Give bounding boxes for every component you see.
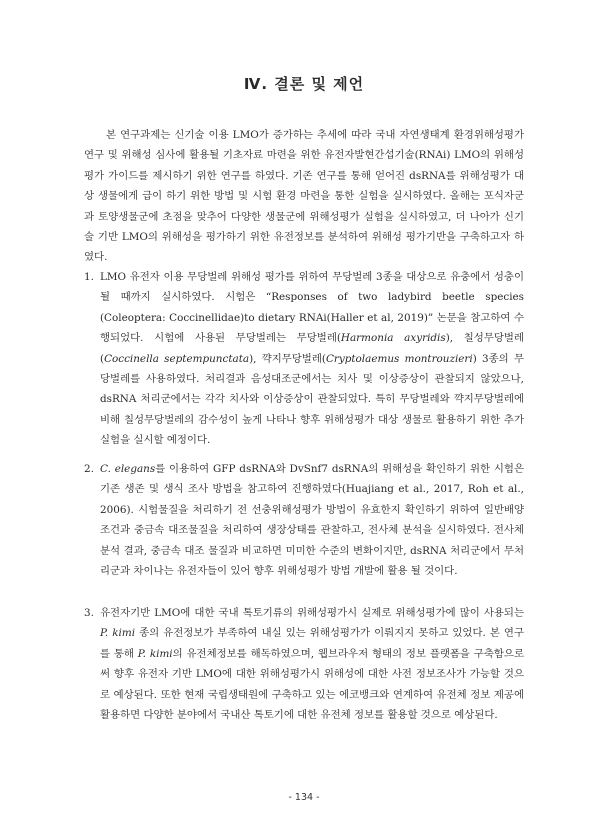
section-title: Ⅳ. 결론 및 제언 (243, 75, 365, 93)
species-name: Coccinella septempunctata (104, 352, 250, 365)
list-item-number: 2. (84, 463, 94, 475)
species-name: C. elegans (100, 463, 156, 475)
species-name: Cryptolaemus montrouzieri (325, 352, 473, 365)
list-item-text: LMO 유전자 이용 무당벌레 위해성 평가를 위하여 무당벌레 3종을 대상으로 유충에서 성충이 될 때까지 실시하였다. 시험은 “Responses of two ladybird beetle species (Coleoptera: Coccinellidae)to dietary RNAi(Haller et al, 2019)” 논문을 참고하여 수행되었다. 시험에 사용된 무당벌레는 무당벌레(Harmonia axyridis), 칠성무당벌레(Coccinella septempunctata), 꺅지무당벌레(Cryptolaemus montrouzieri) 3종의 무당벌레를 사용하였다. 처리결과 음성대조군에서는 치사 및 이상증상이 관찰되지 않았으나, dsRNA 처리군에서는 각각 치사와 이상증상이 관찰되었다. 특히 무당벌레와 꺅지무당벌레에 비해 칠성무당벌레의 감수성이 높게 나타나 향후 위해성평가 대상 생물로 활용하기 위한 추가 실험을 실시할 예정이다. (100, 271, 524, 447)
list-item-number: 3. (84, 607, 94, 619)
page-number: - 134 - (288, 792, 320, 803)
list-item-text: 유전자기반 LMO에 대한 국내 톡토기류의 위해성평가시 실제로 위해성평가에 많이 사용되는 P. kimi 종의 유전정보가 부족하여 내실 있는 위해성평가가 이뤄지지 못하고 있었다. 본 연구를 통해 P. kimi의 유전체정보를 해독하였으며, 웹브라우저 형태의 정보 플랫폼을 구축함으로써 향후 유전자 기반 LMO에 대한 위해성평가시 위해성에 대한 사전 정보조사가 가능할 것으로 예상된다. 또한 현재 국립생태원에 구축하고 있는 에코뱅크와 연계하여 유전체 정보 제공에 활용하면 다양한 분야에서 국내산 톡토기에 대한 유전체 정보를 활용할 것으로 예상된다. (100, 607, 524, 722)
list-item-2 (84, 459, 524, 581)
species-name: P. kimi (137, 647, 173, 660)
list-item-1 (84, 267, 524, 451)
species-name: Harmonia axyridis (340, 332, 446, 345)
list-item-number: 1. (84, 271, 94, 283)
species-name: P. kimi (100, 627, 136, 640)
list-item-text: C. elegans를 이용하여 GFP dsRNA와 DvSnf7 dsRNA의 위해성을 확인하기 위한 시험은 기존 생존 및 생식 조사 방법을 참고하여 진행하였다(Huajiang et al., 2017, Roh et al., 2006). 시험물질을 처리하기 전 선충위해성평가 방법이 유효한지 확인하기 위하여 일반배양조건과 중금속 대조물질을 처리하여 생장상태를 관찰하고, 전사체 분석을 실시하였다. 전사체 분석 결과, 중금속 대조 물질과 비교하면 미미한 수준의 변화이지만, dsRNA 처리군에서 무처리군과 차이나는 유전자들이 있어 향후 위해성평가 방법 개발에 활용 될 것이다. (100, 463, 524, 578)
intro-paragraph: 본 연구과제는 신기술 이용 LMO가 증가하는 추세에 따라 국내 자연생태계 환경위해성평가 연구 및 위해성 심사에 활용될 기초자료 마련을 위한 유전자발현간섭기술(RNAi) LMO의 위해성 평가 가이드를 제시하기 위한 연구를 하였다. 기존 연구를 통해 얻어진 dsRNA를 위해성평가 대상 생물에게 급이 하기 위한 방법 및 시험 환경 마련을 통한 실험을 실시하였다. 올해는 포식자군과 토양생물군에 초점을 맞추어 다양한 생물군에 위해성평가 실험을 실시하였고, 더 나아가 신기술 기반 LMO의 위해성을 평가하기 위한 유전정보를 분석하여 위해성 평가기반을 구축하고자 하였다. (84, 129, 524, 264)
list-item-3 (84, 603, 524, 725)
